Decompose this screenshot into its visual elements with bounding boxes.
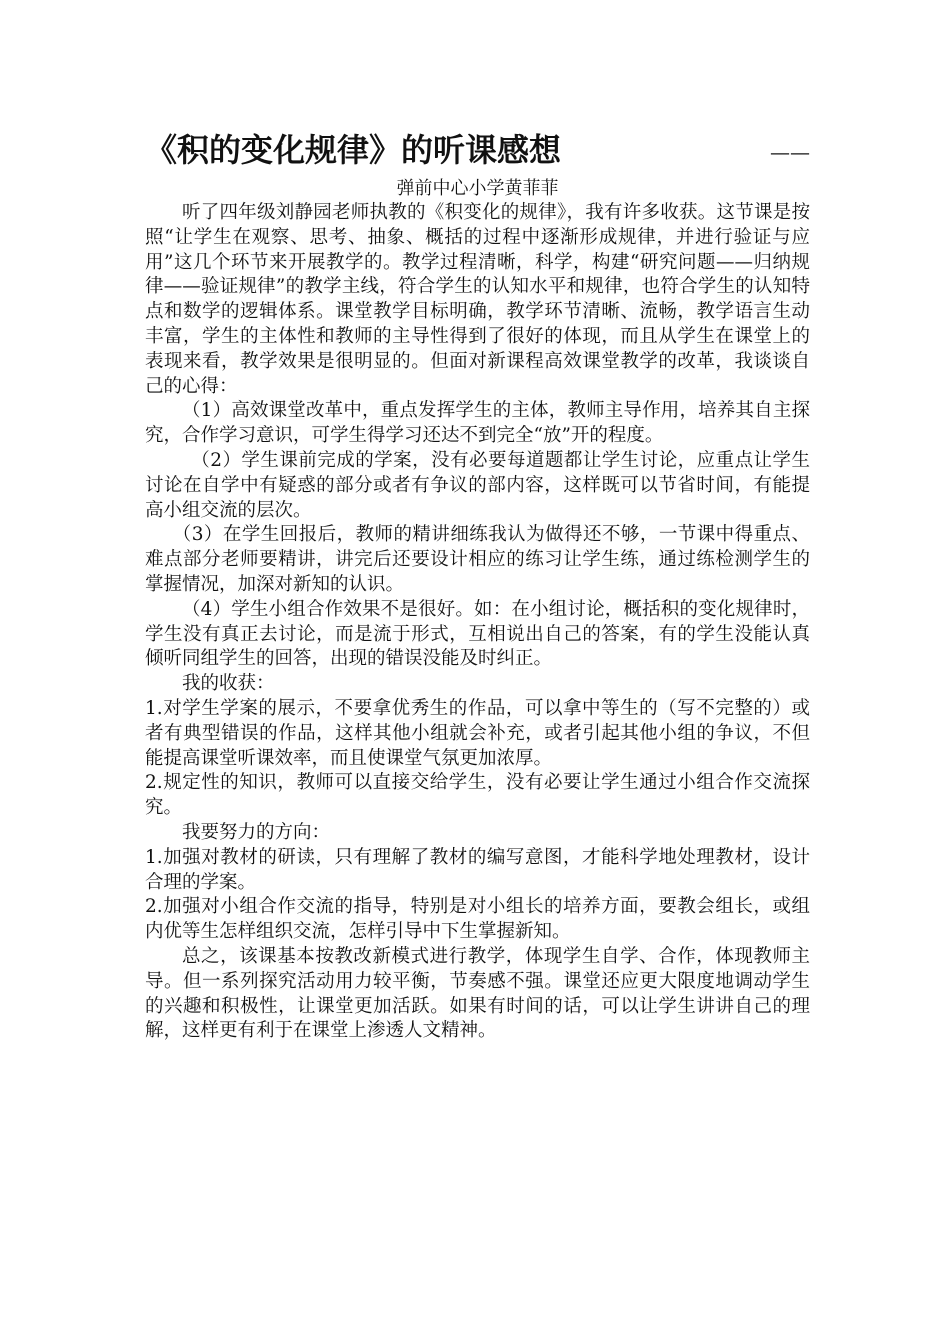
paragraph-conclusion: 总之，该课基本按教改新模式进行教学，体现学生自学、合作，体现教师主导。但一系列探究活动用力较平衡，节奏感不强。课堂还应更大限度地调动学生的兴趣和积极性，让课堂更加活跃。如果有时间的话，可以让学生讲讲自己的理解，这样更有利于在课堂上渗透人文精神。 — [145, 945, 810, 1042]
document-title: 《积的变化规律》的听课感想 — [145, 131, 562, 169]
paragraph-intro: 听了四年级刘静园老师执教的《积变化的规律》，我有许多收获。这节课是按照“让学生在观察、思考、抽象、概括的过程中逐渐形成规律，并进行验证与应用”这几个环节来开展教学的。教学过程清晰，科学，构建“研究问题——归纳规律——验证规律”的教学主线，符合学生的认知水平和规律，也符合学生的认知特点和数学的逻辑体系。课堂教学目标明确，教学环节清晰、流畅，教学语言生动丰富，学生的主体性和教师的主导性得到了很好的体现，而且从学生在课堂上的表现来看，教学效果是很明显的。但面对新课程高效课堂教学的改革，我谈谈自己的心得： — [145, 202, 810, 397]
paragraph-point-1: （1）高效课堂改革中，重点发挥学生的主体，教师主导作用，培养其自主探究，合作学习意识，可学生得学习还达不到完全“放”开的程度。 — [145, 400, 810, 447]
section-heading-direction: 我要努力的方向： — [182, 821, 331, 843]
paragraph-gain-1: 1.对学生学案的展示，不要拿优秀生的作品，可以拿中等生的（写不完整的）或者有典型错误的作品，这样其他小组就会补充，或者引起其他小组的争议，不但能提高课堂听课效率，而且使课堂气氛更加浓厚。 — [145, 697, 810, 769]
paragraph-point-4: （4）学生小组合作效果不是很好。如：在小组讨论，概括积的变化规律时，学生没有真正去讨论，而是流于形式，互相说出自己的答案，有的学生没能认真倾听同组学生的回答，出现的错误没能及时纠正。 — [145, 598, 810, 670]
title-dash: —— — [770, 140, 810, 164]
paragraph-point-3: （3）在学生回报后，教师的精讲细练我认为做得还不够，一节课中得重点、难点部分老师要精讲，讲完后还要设计相应的练习让学生练，通过练检测学生的掌握情况，加深对新知的认识。 — [145, 524, 810, 595]
paragraph-direction-1: 1.加强对教材的研读，只有理解了教材的编写意图，才能科学地处理教材，设计合理的学案。 — [145, 846, 810, 893]
paragraph-gain-2: 2.规定性的知识，教师可以直接交给学生，没有必要让学生通过小组合作交流探究。 — [145, 772, 810, 819]
document-body — [145, 201, 810, 1044]
title-row — [145, 128, 810, 174]
section-heading-gains: 我的收获： — [182, 673, 275, 695]
paragraph-point-2: （2）学生课前完成的学案，没有必要每道题都让学生讨论，应重点让学生讨论在自学中有疑惑的部分或者有争议的部内容，这样既可以节省时间，有能提高小组交流的层次。 — [145, 449, 810, 521]
paragraph-direction-2: 2.加强对小组合作交流的指导，特别是对小组长的培养方面，要教会组长，或组内优等生怎样组织交流，怎样引导中下生掌握新知。 — [145, 896, 810, 943]
author-byline: 弹前中心小学黄菲菲 — [396, 178, 559, 199]
